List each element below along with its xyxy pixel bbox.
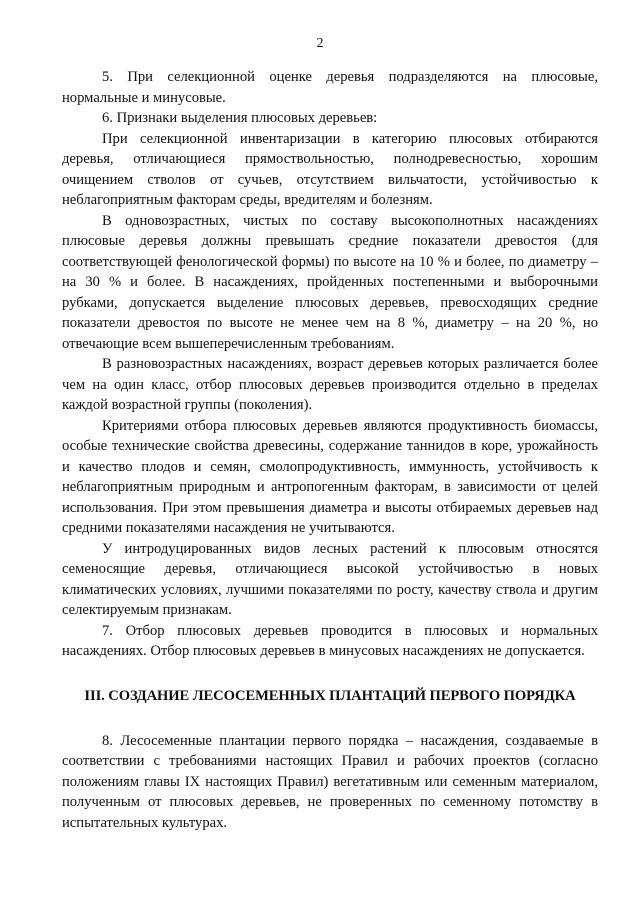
paragraph-uneven-aged-stands: В разновозрастных насаждениях, возраст деревьев которых различается более чем на один класс, отбор плюсовых деревьев производится отдельно в пределах каждой возрастной группы (поколения). <box>62 356 598 413</box>
paragraph-7: 7. Отбор плюсовых деревьев проводится в плюсовых и нормальных насаждениях. Отбор плюсовых деревьев в минусовых насаждениях не допускается. <box>62 622 598 659</box>
document-body <box>62 67 598 833</box>
paragraph-introduced-species: У интродуцированных видов лесных растений к плюсовым относятся семеносящие деревья, отличающиеся высокой устойчивостью в новых климатических условиях, лучшими показателями по росту, качеству ствола и другим селектируемым признакам. <box>62 540 598 618</box>
paragraph-even-aged-stands: В одновозрастных, чистых по составу высокополнотных насаждениях плюсовые деревья должны превышать средние показатели древостоя (для соответствующей фенологической формы) по высоте на 10 % и более, по диаметру – на 30 % и более. В насаждениях, пройденных постепенными и выборочными рубками, допускается выделение плюсовых деревьев, превосходящих средние показатели древостоя по высоте не менее чем на 8 %, диаметру – на 20 %, но отвечающие всем вышеперечисленным требованиям. <box>62 212 598 352</box>
page-number: 2 <box>316 36 324 51</box>
paragraph-selection-criteria: Критериями отбора плюсовых деревьев являются продуктивность биомассы, особые технические свойства древесины, содержание таннидов в коре, урожайность и качество плодов и семян, смолопродуктивность, иммунность, устойчивость к неблагоприятным природным и антропогенным факторам, в зависимости от целей использования. При этом превышения диаметра и высоты отбираемых деревьев над средними показателями насаждения не учитываются. <box>62 417 598 536</box>
paragraph-8: 8. Лесосеменные плантации первого порядка – насаждения, создаваемые в соответствии с требованиями настоящих Правил и рабочих проектов (согласно положениям главы IX настоящих Правил) вегетативным или семенным материалом, полученным от плюсовых деревьев, не проверенных по семенному потомству в испытательных культурах. <box>62 732 598 831</box>
paragraph-6-heading: 6. Признаки выделения плюсовых деревьев: <box>102 110 378 126</box>
section-heading: III. СОЗДАНИЕ ЛЕСОСЕМЕННЫХ ПЛАНТАЦИЙ ПЕРВОГО ПОРЯДКА <box>84 687 576 704</box>
paragraph-5: 5. При селекционной оценке деревья подразделяются на плюсовые, нормальные и минусовые. <box>62 69 598 106</box>
paragraph-selection-inventory: При селекционной инвентаризации в категорию плюсовых отбираются деревья, отличающиеся прямоствольностью, полнодревесностью, хорошим очищением стволов от сучьев, отсутствием вильчатости, устойчивостью к неблагоприятным факторам среды, вредителям и болезням. <box>62 130 598 208</box>
